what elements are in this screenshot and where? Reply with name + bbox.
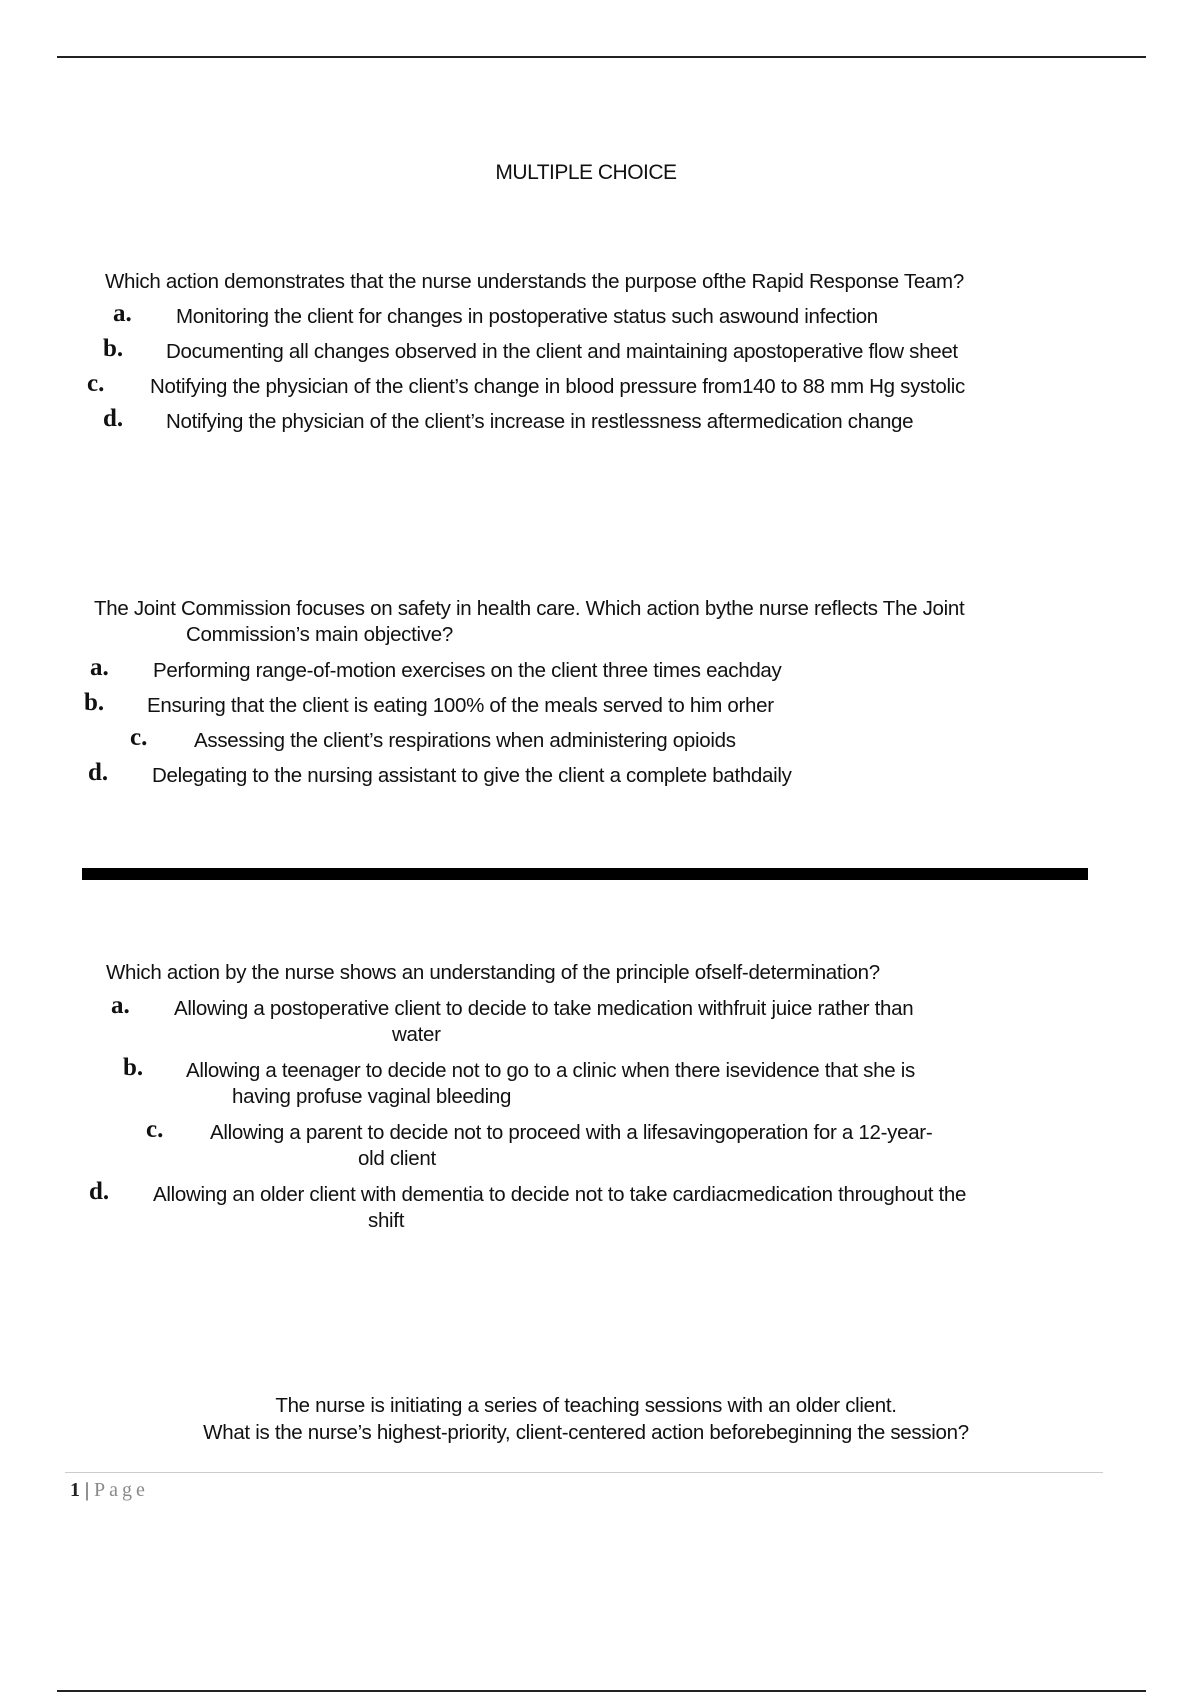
question-3-option-a: Allowing a postoperative client to decide to take medication withfruit juice rather than (174, 997, 914, 1020)
question-1-option-c: Notifying the physician of the client’s change in blood pressure from140 to 88 mm Hg systolic (150, 375, 965, 398)
top-rule (57, 56, 1146, 58)
question-3-option-d-letter: d. (89, 1178, 110, 1205)
question-1-option-a: Monitoring the client for changes in postoperative status such aswound infection (176, 305, 878, 328)
page-label: Page (94, 1479, 149, 1501)
question-3-option-b-letter: b. (123, 1054, 144, 1081)
question-3-stem: Which action by the nurse shows an understanding of the principle ofself-determination? (106, 961, 880, 984)
question-2-option-b-letter: b. (84, 689, 105, 716)
question-2-stem-line-1: The Joint Commission focuses on safety in health care. Which action bythe nurse reflects The Joint (94, 597, 965, 620)
question-3-option-c-letter: c. (146, 1116, 164, 1143)
question-2-option-d-letter: d. (88, 759, 109, 786)
bottom-rule (57, 1690, 1146, 1692)
question-1-stem: Which action demonstrates that the nurse understands the purpose ofthe Rapid Response Team? (105, 270, 964, 293)
question-3-option-b: Allowing a teenager to decide not to go to a clinic when there isevidence that she is (186, 1059, 915, 1082)
question-2-option-d: Delegating to the nursing assistant to give the client a complete bathdaily (152, 764, 792, 787)
question-3-option-c: Allowing a parent to decide not to proceed with a lifesavingoperation for a 12-year- (210, 1121, 933, 1144)
question-1-option-b-letter: b. (103, 335, 124, 362)
page-separator: | (85, 1479, 90, 1501)
question-2-option-a: Performing range-of-motion exercises on the client three times eachday (153, 659, 782, 682)
question-2-option-b: Ensuring that the client is eating 100% of the meals served to him orher (147, 694, 774, 717)
question-4-stem-line-2: What is the nurse’s highest-priority, client-centered action beforebeginning the session? (203, 1421, 969, 1444)
page-number: 1 (70, 1479, 80, 1501)
question-2-option-c-letter: c. (130, 724, 148, 751)
question-1-option-d-letter: d. (103, 405, 124, 432)
question-1-option-b: Documenting all changes observed in the client and maintaining apostoperative flow sheet (166, 340, 958, 363)
question-2-option-a-letter: a. (90, 654, 109, 681)
question-3-option-b-continued: having profuse vaginal bleeding (232, 1085, 512, 1108)
page-footer (70, 1479, 149, 1502)
footer-rule (65, 1472, 1103, 1473)
question-3-option-a-letter: a. (111, 992, 130, 1019)
question-4-stem-line-1: The nurse is initiating a series of teaching sessions with an older client. (275, 1394, 897, 1417)
question-2-stem-line-2: Commission’s main objective? (186, 623, 453, 646)
question-2-option-c: Assessing the client’s respirations when administering opioids (194, 729, 736, 752)
question-3-option-d-continued: shift (368, 1209, 405, 1232)
question-1-option-c-letter: c. (87, 370, 105, 397)
page-heading: MULTIPLE CHOICE (495, 161, 677, 184)
question-1-option-d: Notifying the physician of the client’s increase in restlessness aftermedication change (166, 410, 914, 433)
question-3-option-d: Allowing an older client with dementia to decide not to take cardiacmedication throughout the (153, 1183, 967, 1206)
question-3-option-a-continued: water (392, 1023, 441, 1046)
question-3-option-c-continued: old client (358, 1147, 436, 1170)
question-1-option-a-letter: a. (113, 300, 132, 327)
section-divider (82, 868, 1088, 880)
